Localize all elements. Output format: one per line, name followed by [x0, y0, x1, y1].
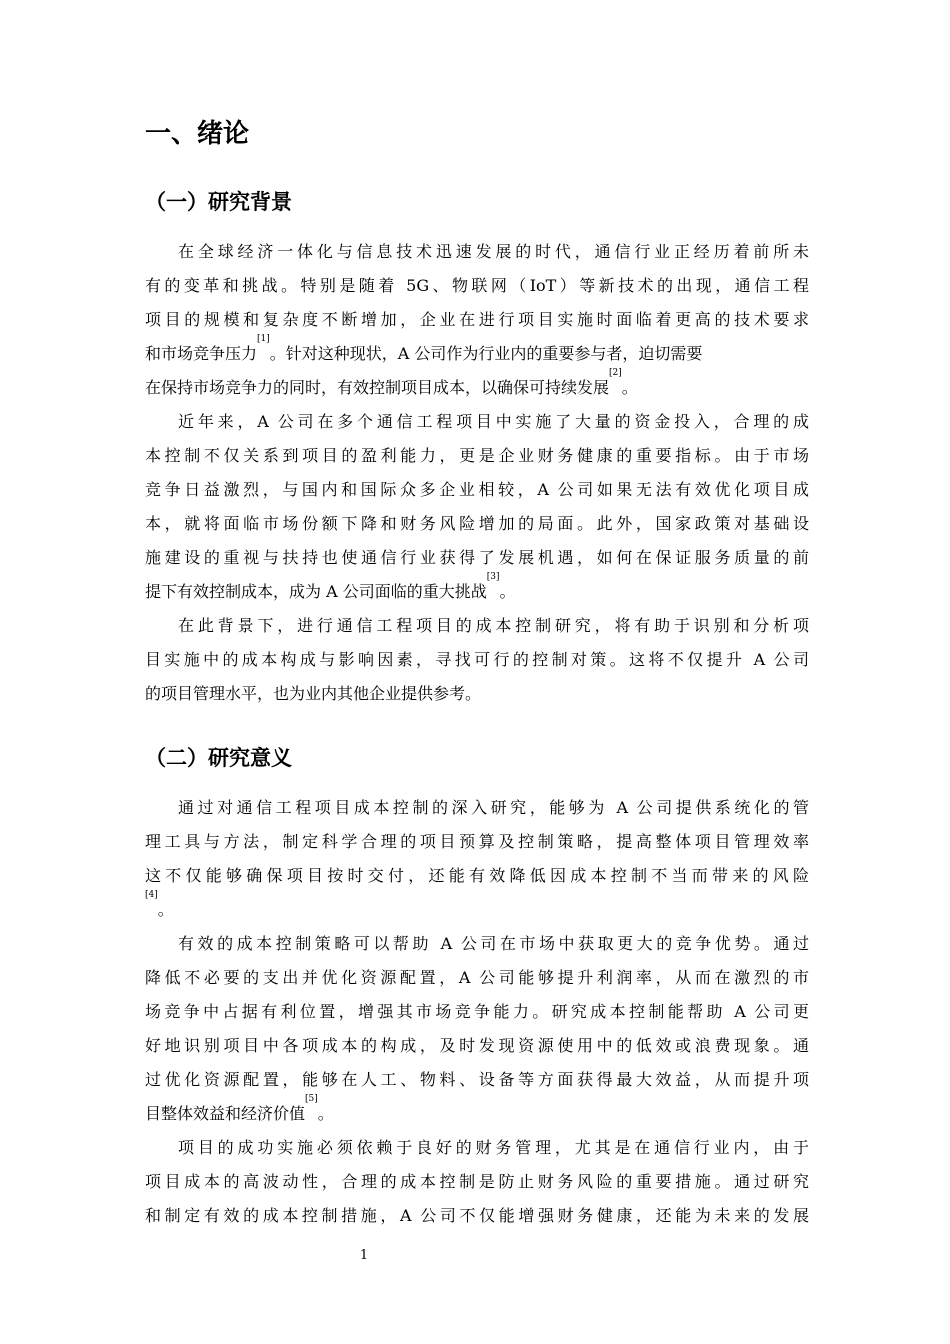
text-segment: 。	[621, 378, 638, 397]
text-line	[145, 368, 809, 405]
text-segment: 在保持市场竞争力的同时，有效控制项目成本，以确保可持续发展	[145, 378, 610, 397]
text-segment: 。	[317, 1104, 334, 1123]
text-segment: 提下有效控制成本，成为 A 公司面临的重大挑战	[145, 582, 487, 601]
text-segment: 。	[499, 582, 516, 601]
paragraph-significance-3	[145, 1131, 809, 1233]
text-segment: 和市场竞争压力	[145, 344, 258, 363]
text-line: 有的变革和挑战。特别是随着 5G、物联网（IoT）等新技术的出现，通信工程	[145, 276, 809, 295]
citation-ref: [4]	[145, 890, 158, 900]
text-line: 理工具与方法，制定科学合理的项目预算及控制策略，提高整体项目管理效率	[145, 832, 809, 851]
citation-ref: [1]	[257, 334, 270, 344]
text-line: 和制定有效的成本控制措施，A 公司不仅能增强财务健康，还能为未来的发展	[145, 1206, 809, 1225]
paragraph-significance-2	[145, 927, 809, 1131]
text-line: 项目成本的高波动性，合理的成本控制是防止财务风险的重要措施。通过研究	[145, 1172, 809, 1191]
text-line: 目实施中的成本构成与影响因素，寻找可行的控制对策。这将不仅提升 A 公司	[145, 650, 809, 669]
text-line: 的项目管理水平，也为业内其他企业提供参考。	[145, 684, 482, 703]
text-line: 这不仅能够确保项目按时交付，还能有效降低因成本控制不当而带来的风险	[145, 866, 809, 885]
text-segment: 。	[157, 900, 174, 919]
citation-ref: [5]	[305, 1094, 318, 1104]
text-line: 降低不必要的支出并优化资源配置，A 公司能够提升利润率，从而在激烈的市	[145, 968, 809, 987]
text-line: 在此背景下，进行通信工程项目的成本控制研究，将有助于识别和分析项	[178, 616, 809, 635]
text-line: 场竞争中占据有利位置，增强其市场竞争能力。研究成本控制能帮助 A 公司更	[145, 1002, 809, 1021]
text-line	[145, 572, 809, 609]
text-line: 竞争日益激烈，与国内和国际众多企业相较，A 公司如果无法有效优化项目成	[145, 480, 809, 499]
text-segment: 。针对这种现状，A 公司作为行业内的重要参与者，迫切需要	[269, 344, 703, 363]
text-line	[145, 334, 809, 371]
chapter-heading: 一、绪论	[145, 119, 250, 149]
text-line: 过优化资源配置，能够在人工、物料、设备等方面获得最大效益，从而提升项	[145, 1070, 809, 1089]
paragraph-significance-1	[145, 791, 809, 927]
text-line: 在全球经济一体化与信息技术迅速发展的时代，通信行业正经历着前所未	[178, 242, 809, 261]
text-line: 通过对通信工程项目成本控制的深入研究，能够为 A 公司提供系统化的管	[178, 798, 809, 817]
text-line	[145, 890, 809, 927]
section-heading-significance: （二）研究意义	[145, 746, 292, 770]
text-line	[145, 1094, 809, 1131]
text-line: 项目的成功实施必须依赖于良好的财务管理，尤其是在通信行业内，由于	[178, 1138, 809, 1157]
text-line: 施建设的重视与扶持也使通信行业获得了发展机遇，如何在保证服务质量的前	[145, 548, 809, 567]
text-line: 本，就将面临市场份额下降和财务风险增加的局面。此外，国家政策对基础设	[145, 514, 809, 533]
text-line: 好地识别项目中各项成本的构成，及时发现资源使用中的低效或浪费现象。通	[145, 1036, 809, 1055]
text-segment: 目整体效益和经济价值	[145, 1104, 306, 1123]
text-line: 有效的成本控制策略可以帮助 A 公司在市场中获取更大的竞争优势。通过	[178, 934, 809, 953]
text-line: 近年来，A 公司在多个通信工程项目中实施了大量的资金投入，合理的成	[178, 412, 809, 431]
citation-ref: [2]	[609, 368, 622, 378]
text-line: 项目的规模和复杂度不断增加，企业在进行项目实施时面临着更高的技术要求	[145, 310, 809, 329]
text-line: 本控制不仅关系到项目的盈利能力，更是企业财务健康的重要指标。由于市场	[145, 446, 809, 465]
paragraph-background-1	[145, 235, 809, 405]
section-heading-background: （一）研究背景	[145, 190, 292, 214]
paragraph-background-2	[145, 405, 809, 609]
paragraph-background-3	[145, 609, 809, 711]
page-number: 1	[359, 1248, 369, 1263]
citation-ref: [3]	[486, 572, 500, 582]
